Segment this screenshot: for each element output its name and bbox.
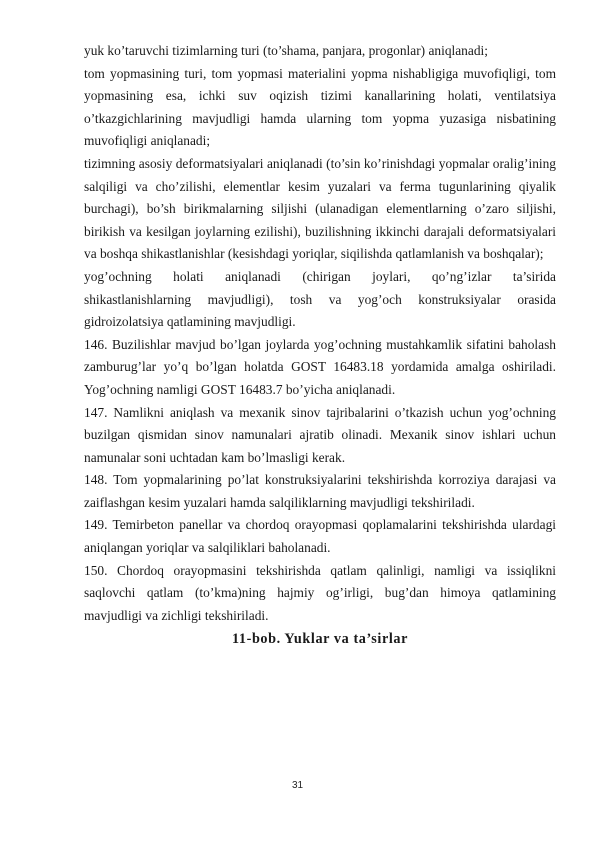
paragraph-147: 147. Namlikni aniqlash va mexanik sinov tajribalarini o’tkazish uchun yog’ochning buzilgan qismidan sinov namunalari ajratib olinadi. Mexanik sinov ishlari uchun namunalar soni uchtadan kam bo’lmasligi kerak. — [84, 404, 556, 465]
paragraph-system-deformations: tizimning asosiy deformatsiyalari aniqlanadi (to’sin ko’rinishdagi yopmalar oralig’ining salqiligi va cho’zilishi, elementlar kesim yuzalari va ferma tugunlarining qiyalik burchagi), bo’sh birikmalarning siljishi (ulanadigan elementlarning o’zaro siljishi, birikish va kesilgan joylarning ezilishi), buzilishning ikkinchi darajali deformatsiyalari va boshqa shikastlanishlar (kesishdagi yoriqlar, siqilishda qatlamlanish va boshqalar); — [84, 155, 556, 262]
chapter-heading: 11-bob. Yuklar va ta’sirlar — [232, 631, 408, 648]
paragraph-148: 148. Tom yopmalarining po’lat konstruksiyalarini tekshirishda korroziya darajasi va zaiflashgan kesim yuzalari hamda salqiliklarning mavjudligi tekshiriladi. — [84, 472, 556, 510]
paragraph-roof-covering: tom yopmasining turi, tom yopmasi materialini yopma nishabligiga muvofiqligi, tom yopmasining esa, ichki suv oqizish tizimi kanallarining holati, ventilatsiya o’tkazgichlarining mavjudligi hamda ularning tom yopma yuzasiga nisbatining muvofiqligi aniqlanadi; — [84, 65, 556, 149]
paragraph-wood-condition: yog’ochning holati aniqlanadi (chirigan joylari, qo’ng’izlar ta’sirida shikastlanishlarning mavjudligi), tosh va yog’och konstruksiyalar orasida gidroizolatsiya qatlamining mavjudligi. — [84, 268, 556, 330]
page-number: 31 — [291, 780, 304, 791]
paragraph-150: 150. Chordoq orayopmasini tekshirishda qatlam qalinligi, namligi va issiqlikni saqlovchi qatlam (to’kma)ning hajmiy og’irligi, bug’dan himoya qatlamining mavjudligi va zichligi tekshiriladi. — [84, 562, 556, 623]
document-page — [84, 40, 556, 650]
paragraph-load-bearing-systems: yuk ko’taruvchi tizimlarning turi (to’shama, panjara, progonlar) aniqlanadi; — [84, 43, 488, 58]
paragraph-146: 146. Buzilishlar mavjud bo’lgan joylarda yog’ochning mustahkamlik sifatini baholash zamburug’lar yo’q bo’lgan holatda GOST 16483.18 yordamida amalga oshiriladi. Yog’ochning namligi GOST 16483.7 bo’yicha aniqlanadi. — [84, 336, 556, 397]
paragraph-149: 149. Temirbeton panellar va chordoq orayopmasi qoplamalarini tekshirishda ulardagi aniqlangan yoriqlar va salqiliklari baholanadi. — [84, 517, 556, 556]
